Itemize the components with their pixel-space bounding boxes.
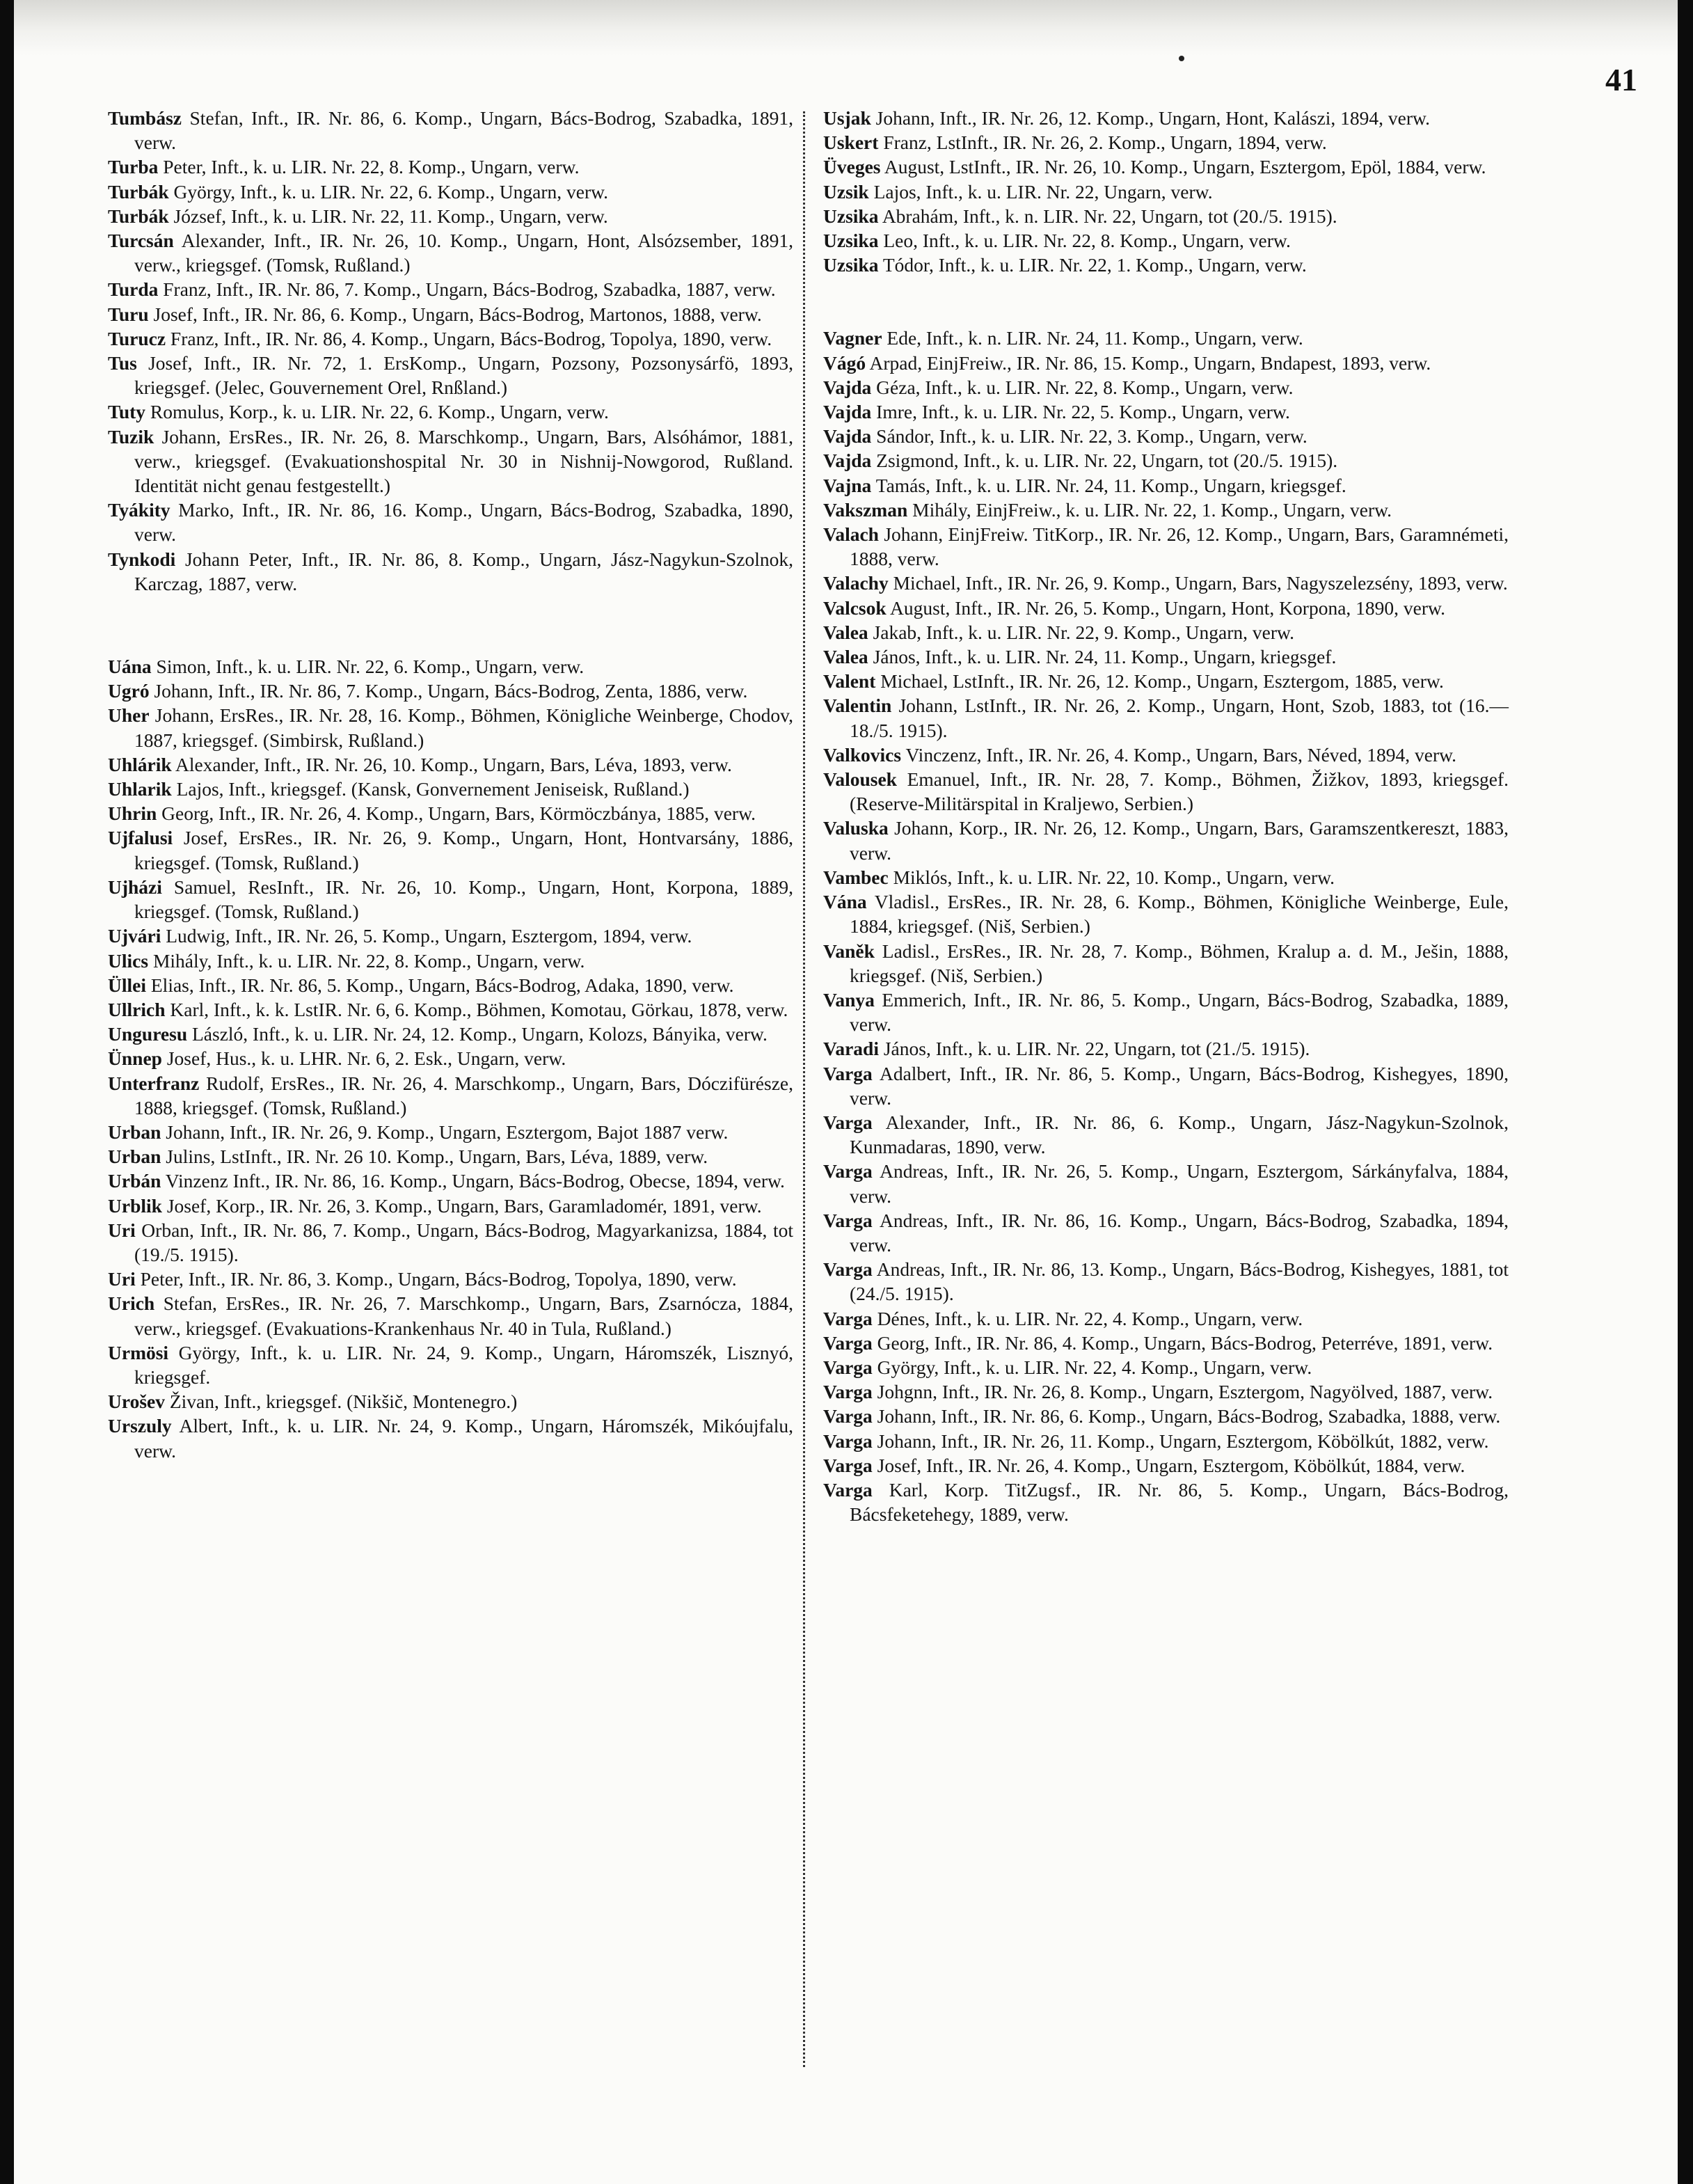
page-number: 41: [1605, 62, 1637, 97]
entry-details: Ladisl., ErsRes., IR. Nr. 28, 7. Komp., Böhmen, Kralup a. d. M., Ješin, 1888, kriegsgef. (Niš, Serbien.): [850, 940, 1509, 986]
entry-surname: Urban: [108, 1146, 161, 1168]
entry-surname: Vakszman: [823, 498, 908, 521]
entry-surname: Vajna: [823, 474, 872, 496]
entry-surname: Varadi: [823, 1038, 879, 1060]
entry-details: Johann, Inft., IR. Nr. 86, 7. Komp., Ungarn, Bács-Bodrog, Zenta, 1886, verw.: [154, 680, 748, 702]
entry-details: Simon, Inft., k. u. LIR. Nr. 22, 6. Komp., Ungarn, verw.: [156, 656, 585, 678]
entry-surname: Varga: [823, 1062, 873, 1084]
entry-surname: Tumbász: [108, 107, 182, 129]
entry-details: Franz, Inft., IR. Nr. 86, 7. Komp., Ungarn, Bács-Bodrog, Szabadka, 1887, verw.: [163, 278, 776, 301]
entry-surname: Varga: [823, 1478, 873, 1501]
register-entry: [823, 1379, 1509, 1404]
entry-details: Georg, Inft., IR. Nr. 26, 4. Komp., Ungarn, Bars, Körmöczbánya, 1885, verw.: [161, 802, 756, 825]
entry-surname: Uzsika: [823, 254, 879, 276]
entry-surname: Urbán: [108, 1170, 161, 1192]
entry-details: Rudolf, ErsRes., IR. Nr. 26, 4. Marschkomp., Ungarn, Bars, Dóczifürésze, 1888, kriegsgef. (Tomsk, Rußland.): [134, 1072, 794, 1118]
register-entry: [108, 228, 793, 277]
entry-details: Georg, Inft., IR. Nr. 86, 4. Komp., Ungarn, Bács-Bodrog, Peterréve, 1891, verw.: [877, 1331, 1493, 1354]
register-entry: [823, 1331, 1509, 1355]
entry-details: August, LstInft., IR. Nr. 26, 10. Komp., Ungarn, Esztergom, Epöl, 1884, verw.: [884, 156, 1486, 178]
register-entry: [823, 939, 1509, 988]
register-entry: [108, 1291, 793, 1340]
register-entry: [108, 180, 793, 204]
register-entry: [108, 752, 793, 777]
register-entry: [108, 1340, 793, 1389]
entry-details: Alexander, Inft., IR. Nr. 26, 10. Komp., Ungarn, Hont, Alsózsember, 1891, verw., kriegsgef. (Tomsk, Rußland.): [134, 230, 794, 276]
entry-surname: Ujházi: [108, 876, 162, 898]
entry-surname: Valkovics: [823, 743, 902, 766]
entry-details: Michael, LstInft., IR. Nr. 26, 12. Komp., Ungarn, Esztergom, 1885, verw.: [880, 670, 1444, 693]
entry-details: György, Inft., k. u. LIR. Nr. 22, 4. Komp., Ungarn, verw.: [877, 1356, 1312, 1378]
entry-details: Sándor, Inft., k. u. LIR. Nr. 22, 3. Komp., Ungarn, verw.: [876, 425, 1307, 448]
entry-details: Josef, Inft., IR. Nr. 26, 4. Komp., Ungarn, Esztergom, Köbölkút, 1884, verw.: [877, 1454, 1465, 1476]
entry-surname: Valach: [823, 523, 879, 546]
entry-surname: Usjak: [823, 107, 871, 129]
register-entry: [108, 679, 793, 703]
entry-surname: Tus: [108, 352, 137, 374]
entry-details: László, Inft., k. u. LIR. Nr. 24, 12. Komp., Ungarn, Kolozs, Bányika, verw.: [191, 1023, 768, 1045]
register-entry: [823, 693, 1509, 742]
entry-details: József, Inft., k. u. LIR. Nr. 22, 11. Komp., Ungarn, verw.: [173, 205, 608, 227]
entry-details: Johann, Korp., IR. Nr. 26, 12. Komp., Ungarn, Bars, Garamszentkereszt, 1883, verw.: [850, 817, 1509, 864]
entry-details: August, Inft., IR. Nr. 26, 5. Komp., Ungarn, Hont, Korpona, 1890, verw.: [890, 596, 1445, 619]
scan-shadow-top: [0, 0, 1693, 56]
register-entry: [823, 399, 1509, 424]
entry-surname: Varga: [823, 1209, 873, 1231]
entry-surname: Vajda: [823, 425, 872, 448]
entry-surname: Vanya: [823, 988, 875, 1011]
register-entry: [108, 155, 793, 179]
column-divider: [803, 111, 805, 2067]
register-entry: [823, 375, 1509, 399]
register-entry: [823, 1453, 1509, 1478]
entry-details: Johann, ErsRes., IR. Nr. 26, 8. Marschkomp., Ungarn, Bars, Alsóhámor, 1881, verw., kriegsgef. (Evakuationshospital Nr. 30 in Nishnij-Nowgorod, Rußland. Identität nicht genau festgestellt.): [134, 425, 793, 497]
register-entry: [108, 1218, 793, 1267]
scan-border-left: [0, 0, 14, 2184]
entry-details: Miklós, Inft., k. u. LIR. Nr. 22, 10. Komp., Ungarn, verw.: [893, 866, 1335, 888]
entry-details: Franz, LstInft., IR. Nr. 26, 2. Komp., Ungarn, 1894, verw.: [883, 132, 1327, 154]
entry-details: Johgnn, Inft., IR. Nr. 26, 8. Komp., Ungarn, Esztergom, Nagyölved, 1887, verw.: [877, 1381, 1493, 1403]
entry-surname: Varga: [823, 1381, 873, 1403]
entry-details: Andreas, Inft., IR. Nr. 26, 5. Komp., Ungarn, Esztergom, Sárkányfalva, 1884, verw.: [850, 1160, 1509, 1207]
entry-details: György, Inft., k. u. LIR. Nr. 24, 9. Komp., Ungarn, Háromszék, Lisznyó, kriegsgef.: [134, 1341, 793, 1388]
entry-details: Géza, Inft., k. u. LIR. Nr. 22, 8. Komp., Ungarn, verw.: [876, 376, 1294, 398]
entry-details: Elias, Inft., IR. Nr. 86, 5. Komp., Ungarn, Bács-Bodrog, Adaka, 1890, verw.: [150, 974, 734, 996]
register-entry: [108, 1071, 793, 1120]
entry-details: Vinczenz, Inft., IR. Nr. 26, 4. Komp., Ungarn, Bars, Néved, 1894, verw.: [905, 743, 1457, 766]
register-entry: [108, 924, 793, 948]
register-entry: [823, 743, 1509, 767]
register-entry: [823, 228, 1509, 253]
entry-surname: Varga: [823, 1331, 873, 1354]
entry-surname: Uhrin: [108, 802, 157, 825]
register-entry: [108, 997, 793, 1022]
entry-surname: Vajda: [823, 450, 872, 472]
entry-details: Romulus, Korp., k. u. LIR. Nr. 22, 6. Komp., Ungarn, verw.: [150, 401, 609, 423]
register-entry: [108, 351, 793, 399]
entry-details: Johann Peter, Inft., IR. Nr. 86, 8. Komp., Ungarn, Jász-Nagykun-Szolnok, Karczag, 1887, verw.: [134, 548, 794, 594]
register-entry: [108, 875, 793, 924]
register-entry: [823, 988, 1509, 1036]
entry-details: Johann, ErsRes., IR. Nr. 28, 16. Komp., Böhmen, Königliche Weinberge, Chodov, 1887, kriegsgef. (Simbirsk, Rußland.): [134, 704, 793, 751]
entry-details: Orban, Inft., IR. Nr. 86, 7. Komp., Ungarn, Bács-Bodrog, Magyarkanizsa, 1884, tot (19./5. 1915).: [134, 1219, 794, 1265]
entry-surname: Uskert: [823, 132, 879, 154]
entry-details: Johann, EinjFreiw. TitKorp., IR. Nr. 26, 12. Komp., Ungarn, Bars, Garamnémeti, 1888, verw.: [850, 523, 1509, 570]
register-entry: [823, 596, 1509, 620]
entry-surname: Varga: [823, 1160, 873, 1182]
entry-surname: Vambec: [823, 866, 889, 888]
entry-surname: Uzsika: [823, 230, 879, 252]
register-entry: [823, 326, 1509, 350]
entry-surname: Üllei: [108, 974, 146, 996]
register-entry: [108, 106, 793, 155]
entry-details: Imre, Inft., k. u. LIR. Nr. 22, 5. Komp., Ungarn, verw.: [876, 401, 1290, 423]
entry-details: Johann, Inft., IR. Nr. 26, 9. Komp., Ungarn, Esztergom, Bajot 1887 verw.: [166, 1121, 729, 1143]
register-entry: [823, 1404, 1509, 1428]
register-entry: [823, 106, 1509, 130]
entry-surname: Varga: [823, 1111, 873, 1133]
entry-details: Johann, Inft., IR. Nr. 26, 11. Komp., Ungarn, Esztergom, Köbölkút, 1882, verw.: [877, 1430, 1489, 1452]
entry-details: Dénes, Inft., k. u. LIR. Nr. 22, 4. Komp., Ungarn, verw.: [877, 1307, 1303, 1329]
register-entry: [823, 889, 1509, 938]
entry-surname: Valentin: [823, 695, 892, 717]
register-entry: [823, 767, 1509, 816]
register-entry: [823, 1306, 1509, 1331]
entry-surname: Turcsán: [108, 230, 174, 252]
register-entry: [823, 253, 1509, 277]
entry-details: János, Inft., k. u. LIR. Nr. 24, 11. Komp., Ungarn, kriegsgef.: [873, 646, 1337, 668]
register-entry: [108, 1267, 793, 1291]
entry-surname: Varga: [823, 1430, 873, 1452]
entry-surname: Urblik: [108, 1194, 162, 1217]
entry-surname: Uána: [108, 656, 152, 678]
entry-details: Stefan, ErsRes., IR. Nr. 26, 7. Marschkomp., Ungarn, Bars, Zsarnócza, 1884, verw., kriegsgef. (Evakuations-Krankenhaus Nr. 40 in Tula, Rußland.): [134, 1292, 793, 1339]
register-entry: [108, 1389, 793, 1414]
entry-details: Julins, LstInft., IR. Nr. 26 10. Komp., Ungarn, Bars, Léva, 1889, verw.: [166, 1146, 708, 1168]
entry-surname: Vagner: [823, 327, 882, 349]
entry-surname: Urich: [108, 1292, 155, 1315]
register-entry: [823, 1355, 1509, 1379]
entry-details: Michael, Inft., IR. Nr. 26, 9. Komp., Ungarn, Bars, Nagyszelezsény, 1893, verw.: [893, 572, 1508, 594]
register-entry: [823, 816, 1509, 864]
register-entry: [108, 777, 793, 801]
entry-details: Emanuel, Inft., IR. Nr. 28, 7. Komp., Böhmen, Žižkov, 1893, kriegsgef. (Reserve-Militärspital in Kraljewo, Serbien.): [850, 768, 1509, 815]
entry-surname: Tuty: [108, 401, 146, 423]
register-entry: [108, 1120, 793, 1144]
entry-surname: Unguresu: [108, 1023, 188, 1045]
section-gap: [108, 596, 793, 654]
entry-surname: Urmösi: [108, 1341, 169, 1363]
entry-surname: Valea: [823, 646, 868, 668]
entry-surname: Uhlárik: [108, 753, 172, 775]
register-entry: [823, 155, 1509, 179]
entry-details: Lajos, Inft., k. u. LIR. Nr. 22, Ungarn, verw.: [873, 180, 1213, 203]
entry-surname: Turu: [108, 303, 149, 325]
register-entry: [823, 498, 1509, 522]
register-entry: [108, 1414, 793, 1462]
ink-spot: [1179, 56, 1184, 61]
entry-details: Peter, Inft., k. u. LIR. Nr. 22, 8. Komp., Ungarn, verw.: [163, 156, 580, 178]
entry-surname: Varga: [823, 1307, 873, 1329]
entry-details: Josef, Inft., IR. Nr. 72, 1. ErsKomp., Ungarn, Pozsony, Pozsonysárfö, 1893, kriegsgef. (Jelec, Gouvernement Orel, Rnßland.): [134, 352, 793, 399]
entry-details: Ludwig, Inft., IR. Nr. 26, 5. Komp., Ungarn, Esztergom, 1894, verw.: [166, 925, 692, 947]
section-v-entries: [823, 326, 1509, 1526]
register-entry: [823, 1429, 1509, 1453]
entry-surname: Vaněk: [823, 940, 875, 962]
entry-details: Emmerich, Inft., IR. Nr. 86, 5. Komp., Ungarn, Bács-Bodrog, Szabadka, 1889, verw.: [850, 988, 1509, 1036]
entry-surname: Urošev: [108, 1391, 165, 1413]
entry-surname: Uzsika: [823, 205, 879, 227]
entry-surname: Urban: [108, 1121, 161, 1143]
register-entry: [108, 547, 793, 596]
section-u-entries-continued: [823, 106, 1509, 277]
entry-surname: Urszuly: [108, 1415, 172, 1437]
entry-details: Alexander, Inft., IR. Nr. 86, 6. Komp., Ungarn, Jász-Nagykun-Szolnok, Kunmadaras, 1890, verw.: [850, 1111, 1509, 1158]
entry-details: Karl, Korp. TitZugsf., IR. Nr. 86, 5. Komp., Ungarn, Bács-Bodrog, Bácsfeketehegy, 1889, verw.: [850, 1478, 1509, 1526]
register-entry: [823, 1110, 1509, 1159]
entry-details: Mihály, Inft., k. u. LIR. Nr. 22, 8. Komp., Ungarn, verw.: [152, 949, 585, 972]
entry-details: György, Inft., k. u. LIR. Nr. 22, 6. Komp., Ungarn, verw.: [173, 180, 609, 203]
register-entry: [108, 498, 793, 546]
entry-surname: Uhlarik: [108, 778, 172, 800]
left-column: [108, 106, 793, 1463]
entry-surname: Varga: [823, 1356, 873, 1378]
entry-details: Marko, Inft., IR. Nr. 86, 16. Komp., Ungarn, Bács-Bodrog, Szabadka, 1890, verw.: [134, 499, 793, 546]
entry-surname: Vajda: [823, 401, 872, 423]
register-entry: [108, 973, 793, 997]
register-entry: [823, 180, 1509, 204]
entry-surname: Valea: [823, 621, 868, 643]
register-entry: [108, 801, 793, 825]
entry-surname: Turucz: [108, 327, 166, 349]
register-entry: [108, 1169, 793, 1193]
entry-details: Arpad, EinjFreiw., IR. Nr. 86, 15. Komp., Ungarn, Bndapest, 1893, verw.: [869, 351, 1431, 374]
entry-surname: Tuzik: [108, 425, 154, 448]
entry-surname: Turbák: [108, 205, 169, 227]
entry-details: Peter, Inft., IR. Nr. 86, 3. Komp., Ungarn, Bács-Bodrog, Topolya, 1890, verw.: [140, 1268, 737, 1290]
register-entry: [823, 669, 1509, 693]
register-entry: [823, 130, 1509, 155]
entry-details: Josef, Hus., k. u. LHR. Nr. 6, 2. Esk., Ungarn, verw.: [166, 1047, 566, 1070]
entry-surname: Tynkodi: [108, 548, 176, 570]
entry-details: Franz, Inft., IR. Nr. 86, 4. Komp., Ungarn, Bács-Bodrog, Topolya, 1890, verw.: [170, 327, 772, 349]
entry-details: Vinzenz Inft., IR. Nr. 86, 16. Komp., Ungarn, Bács-Bodrog, Obecse, 1894, verw.: [165, 1170, 785, 1192]
entry-surname: Unterfranz: [108, 1072, 200, 1094]
entry-details: Leo, Inft., k. u. LIR. Nr. 22, 8. Komp., Ungarn, verw.: [883, 230, 1291, 252]
entry-surname: Uher: [108, 704, 150, 727]
register-entry: [108, 1144, 793, 1169]
section-u-entries: [108, 654, 793, 1463]
section-gap: [823, 277, 1509, 326]
entry-details: Alexander, Inft., IR. Nr. 26, 10. Komp., Ungarn, Bars, Léva, 1893, verw.: [175, 753, 732, 775]
entry-details: Živan, Inft., kriegsgef. (Nikšič, Montenegro.): [169, 1391, 518, 1413]
entry-details: Andreas, Inft., IR. Nr. 86, 16. Komp., Ungarn, Bács-Bodrog, Szabadka, 1894, verw.: [850, 1209, 1509, 1256]
entry-details: Johann, Inft., IR. Nr. 26, 12. Komp., Ungarn, Hont, Kalászi, 1894, verw.: [875, 107, 1430, 129]
entry-surname: Valuska: [823, 817, 889, 839]
entry-surname: Üveges: [823, 156, 881, 178]
register-entry: [108, 654, 793, 679]
register-entry: [823, 644, 1509, 669]
entry-details: Albert, Inft., k. u. LIR. Nr. 24, 9. Komp., Ungarn, Háromszék, Mikóujfalu, verw.: [134, 1415, 793, 1462]
entry-surname: Vajda: [823, 376, 872, 398]
entry-surname: Varga: [823, 1454, 873, 1476]
register-entry: [823, 1257, 1509, 1306]
register-entry: [108, 1046, 793, 1070]
entry-details: Andreas, Inft., IR. Nr. 86, 13. Komp., Ungarn, Bács-Bodrog, Kishegyes, 1881, tot (24./5. 1915).: [850, 1258, 1509, 1305]
entry-surname: Ullrich: [108, 998, 166, 1020]
register-entry: [823, 351, 1509, 375]
entry-details: Jakab, Inft., k. u. LIR. Nr. 22, 9. Komp., Ungarn, verw.: [873, 621, 1294, 643]
entry-surname: Turda: [108, 278, 159, 301]
register-entry: [108, 425, 793, 498]
register-entry: [823, 424, 1509, 448]
entry-surname: Turbák: [108, 180, 169, 203]
entry-details: Josef, Korp., IR. Nr. 26, 3. Komp., Ungarn, Bars, Garamladomér, 1891, verw.: [166, 1194, 762, 1217]
register-entry: [823, 1159, 1509, 1208]
entry-details: Adalbert, Inft., IR. Nr. 86, 5. Komp., Ungarn, Bács-Bodrog, Kishegyes, 1890, verw.: [850, 1062, 1509, 1109]
entry-details: Vladisl., ErsRes., IR. Nr. 28, 6. Komp., Böhmen, Königliche Weinberge, Eule, 1884, kriegsgef. (Niš, Serbien.): [850, 891, 1509, 937]
register-entry: [823, 865, 1509, 889]
entry-details: Samuel, ResInft., IR. Nr. 26, 10. Komp., Ungarn, Hont, Korpona, 1889, kriegsgef. (Tomsk, Rußland.): [134, 876, 793, 923]
entry-details: Karl, Inft., k. k. LstIR. Nr. 6, 6. Komp., Böhmen, Komotau, Görkau, 1878, verw.: [170, 998, 788, 1020]
register-entry: [108, 703, 793, 752]
entry-details: János, Inft., k. u. LIR. Nr. 22, Ungarn, tot (21./5. 1915).: [883, 1038, 1310, 1060]
entry-surname: Turba: [108, 156, 159, 178]
entry-details: Ede, Inft., k. n. LIR. Nr. 24, 11. Komp., Ungarn, verw.: [887, 327, 1303, 349]
entry-surname: Valent: [823, 670, 876, 693]
entry-surname: Varga: [823, 1405, 873, 1427]
register-entry: [108, 399, 793, 424]
register-entry: [108, 825, 793, 874]
register-entry: [823, 1036, 1509, 1061]
entry-surname: Valachy: [823, 572, 889, 594]
entry-details: Johann, Inft., IR. Nr. 86, 6. Komp., Ungarn, Bács-Bodrog, Szabadka, 1888, verw.: [877, 1405, 1501, 1427]
entry-details: Lajos, Inft., kriegsgef. (Kansk, Gonvernement Jeniseisk, Rußland.): [176, 778, 690, 800]
entry-surname: Ujvári: [108, 925, 161, 947]
entry-details: Johann, LstInft., IR. Nr. 26, 2. Komp., Ungarn, Hont, Szob, 1883, tot (16.—18./5. 1915).: [850, 695, 1509, 741]
register-entry: [108, 949, 793, 973]
entry-surname: Ugró: [108, 680, 150, 702]
entry-details: Tódor, Inft., k. u. LIR. Nr. 22, 1. Komp., Ungarn, verw.: [882, 254, 1307, 276]
entry-surname: Valousek: [823, 768, 897, 791]
register-entry: [108, 1022, 793, 1046]
entry-details: Josef, Inft., IR. Nr. 86, 6. Komp., Ungarn, Bács-Bodrog, Martonos, 1888, verw.: [153, 303, 762, 325]
entry-details: Abrahám, Inft., k. n. LIR. Nr. 22, Ungarn, tot (20./5. 1915).: [882, 205, 1337, 227]
entry-details: Stefan, Inft., IR. Nr. 86, 6. Komp., Ungarn, Bács-Bodrog, Szabadka, 1891, verw.: [134, 107, 794, 154]
register-entry: [823, 1208, 1509, 1257]
entry-surname: Ulics: [108, 949, 149, 972]
entry-surname: Ünnep: [108, 1047, 162, 1070]
register-entry: [108, 326, 793, 351]
register-entry: [823, 620, 1509, 644]
register-entry: [823, 1478, 1509, 1526]
entry-details: Mihály, EinjFreiw., k. u. LIR. Nr. 22, 1. Komp., Ungarn, verw.: [912, 498, 1392, 521]
register-entry: [823, 473, 1509, 498]
entry-surname: Valcsok: [823, 596, 887, 619]
scan-border-right: [1678, 0, 1693, 2184]
register-entry: [108, 204, 793, 228]
register-entry: [823, 571, 1509, 595]
entry-surname: Vágó: [823, 351, 866, 374]
register-entry: [108, 302, 793, 326]
entry-surname: Varga: [823, 1258, 873, 1281]
entry-surname: Uri: [108, 1268, 136, 1290]
entry-surname: Uri: [108, 1219, 136, 1241]
register-entry: [823, 1061, 1509, 1110]
entry-details: Tamás, Inft., k. u. LIR. Nr. 24, 11. Komp., Ungarn, kriegsgef.: [875, 474, 1346, 496]
section-t-entries: [108, 106, 793, 596]
entry-details: Zsigmond, Inft., k. u. LIR. Nr. 22, Ungarn, tot (20./5. 1915).: [876, 450, 1338, 472]
entry-surname: Ujfalusi: [108, 827, 173, 849]
register-entry: [108, 277, 793, 301]
register-entry: [823, 522, 1509, 571]
entry-details: Josef, ErsRes., IR. Nr. 26, 9. Komp., Ungarn, Hont, Hontvarsány, 1886, kriegsgef. (Tomsk, Rußland.): [134, 827, 794, 873]
register-entry: [108, 1194, 793, 1218]
register-entry: [823, 448, 1509, 473]
entry-surname: Uzsik: [823, 180, 869, 203]
entry-surname: Vána: [823, 891, 867, 913]
right-column: [823, 106, 1509, 1526]
entry-surname: Tyákity: [108, 499, 170, 521]
register-entry: [823, 204, 1509, 228]
